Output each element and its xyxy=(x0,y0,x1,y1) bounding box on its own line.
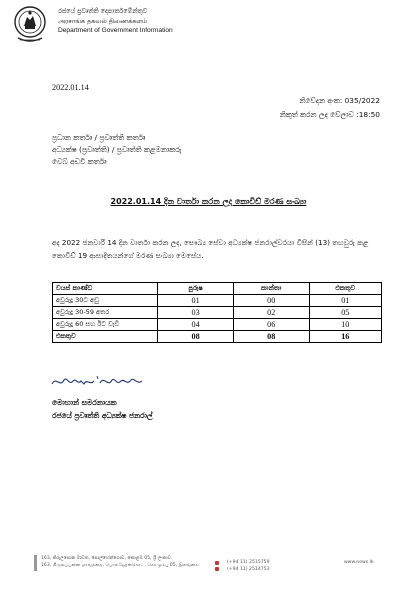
female-count-cell: 00 xyxy=(233,295,309,307)
recipient-line: වෙබ් අඩවි කර්තෘ xyxy=(52,157,107,166)
department-name-english: Department of Government Information xyxy=(58,27,173,34)
column-header: කාන්තා xyxy=(233,283,309,295)
male-count-cell: 03 xyxy=(158,307,234,319)
release-time: නිකුත් කරන ලද වේලාව :18:50 xyxy=(279,110,380,119)
table-total-row xyxy=(53,331,382,343)
male-count-cell: 04 xyxy=(158,319,234,331)
table-row xyxy=(53,307,382,319)
female-count-cell: 06 xyxy=(233,319,309,331)
total-label-cell: එකතුව xyxy=(53,331,158,343)
male-count-cell: 01 xyxy=(158,295,234,307)
female-count-cell: 02 xyxy=(233,307,309,319)
document-date: 2022.01.14 xyxy=(52,83,89,92)
age-group-cell: අවුරුදු 60 සහ ඊට වැඩි xyxy=(53,319,158,331)
age-group-cell: අවුරුදු 30ට අඩු xyxy=(53,295,158,307)
phone-fax-icon xyxy=(214,560,224,572)
footer-fax: (+94 11) 2514753 xyxy=(227,567,270,572)
age-group-cell: අවුරුදු 30-59 අතර xyxy=(53,307,158,319)
total-count-cell: 05 xyxy=(309,307,381,319)
footer-address-tamil: 163, கிருலப்பனை மாவத்தை, பொல்ஹேன்கொட, கொழும்பு 05, இலங்கை. xyxy=(41,563,200,568)
footer-phone: (+94 11) 2515759 xyxy=(227,560,270,565)
department-name-sinhala: රජයේ ප්‍රවෘත්ති දෙපාර්තමේන්තුව xyxy=(58,7,148,15)
grand-total-cell: 16 xyxy=(309,331,381,343)
female-total-cell: 08 xyxy=(233,331,309,343)
table-row xyxy=(53,295,382,307)
recipient-line: අධ්‍යක්ෂ (ප්‍රවෘත්ති) / ප්‍රවෘත්ති කළමනාකරු xyxy=(52,145,182,154)
footer-website[interactable]: www.news.lk xyxy=(344,560,374,565)
document-title: 2022.01.14 දින වාර්තා කරන ලද කොවිඩ් මරණ සංඛ්‍යා xyxy=(110,197,307,206)
footer-address-sinhala: 163, කිරුලපොන මාවත, පොල්හේන්ගොඩ, කොළඹ 05, ශ්‍රී ලංකාව. xyxy=(41,556,173,561)
handwritten-signature xyxy=(50,372,150,394)
table-row xyxy=(53,319,382,331)
signatory-designation: රජයේ ප්‍රවෘත්ති අධ්‍යක්ෂ ජනරාල් xyxy=(52,411,153,420)
recipient-line: ප්‍රධාන කර්තෘ / ප්‍රවෘත්ති කර්තෘ xyxy=(52,133,146,142)
footer-divider xyxy=(34,555,37,571)
column-header: වයස් කාණ්ඩ xyxy=(53,283,158,295)
total-count-cell: 10 xyxy=(309,319,381,331)
sri-lanka-emblem-icon xyxy=(12,4,48,44)
intro-paragraph: අද 2022 ජනවාරි 14 දින වාර්තා කරන ලද, සෞඛ්‍ය සේවා අධ්‍යක්ෂ ජනරාල්වරයා විසින් (13) තහවුරු කළ කොවිඩ් 19 ආසාදිතයන්ගේ මරණ සංඛ්‍යා මෙසේය. xyxy=(52,238,369,260)
total-count-cell: 01 xyxy=(309,295,381,307)
department-name-tamil: அரசாங்க தகவல் திணைக்களம் xyxy=(58,17,148,25)
column-header: පුරුෂ xyxy=(158,283,234,295)
deaths-table xyxy=(52,282,382,343)
male-total-cell: 08 xyxy=(158,331,234,343)
release-number: නිවේදන අංක: 035/2022 xyxy=(299,96,380,105)
signatory-name: මොහාන් සමරනායක xyxy=(52,398,117,407)
column-header: එකතුව xyxy=(309,283,381,295)
table-header-row xyxy=(53,283,382,295)
